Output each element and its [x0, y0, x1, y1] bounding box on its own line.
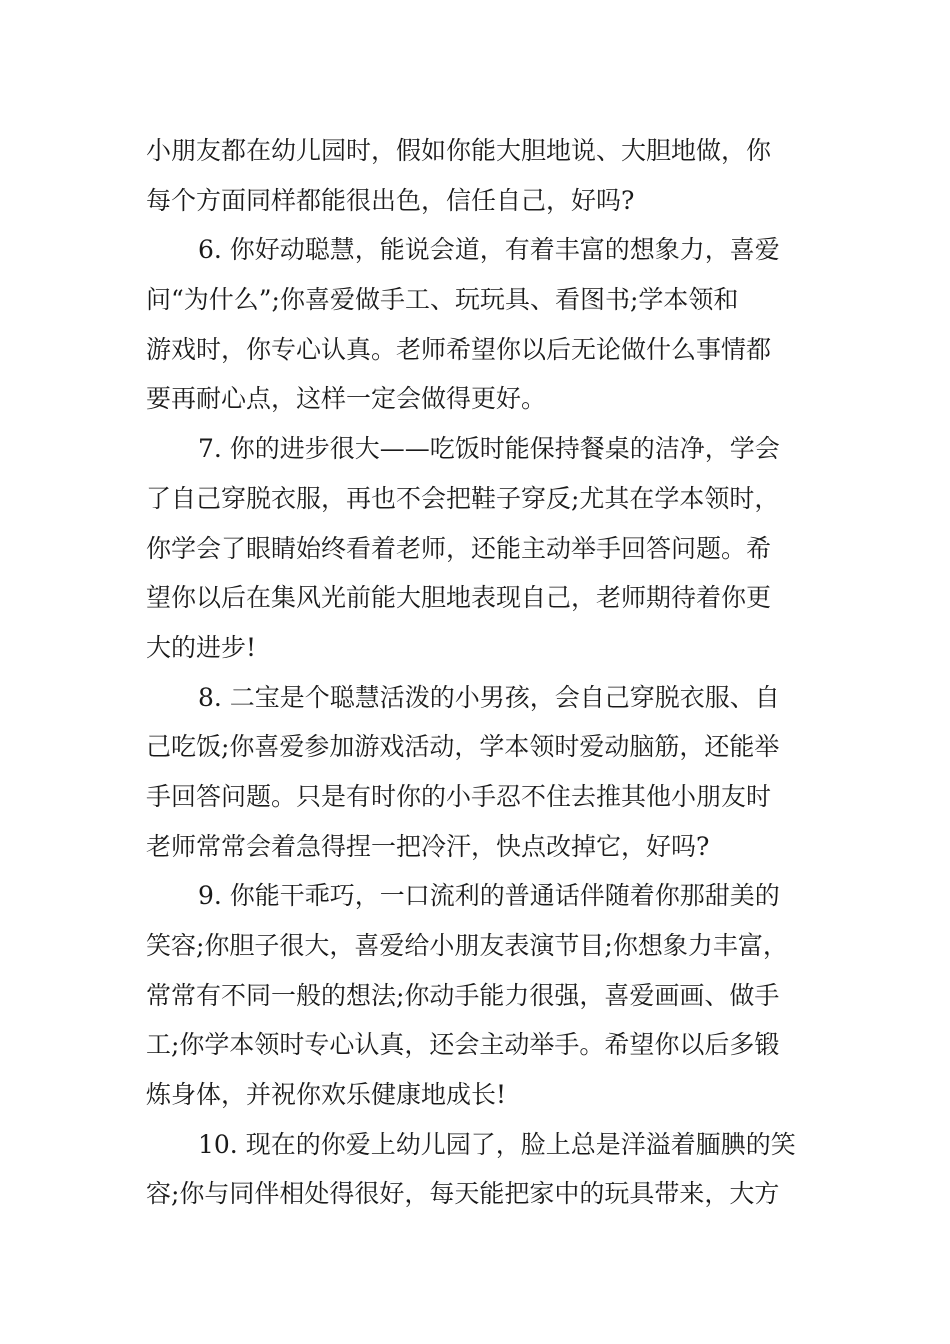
paragraph-6-start: 6. 你好动聪慧，能说会道，有着丰富的想象力，喜爱	[198, 235, 780, 265]
text-line: 工;你学本领时专心认真，还会主动举手。希望你以后多锻	[146, 1030, 780, 1060]
text-line: 每个方面同样都能很出色，信任自己，好吗?	[146, 185, 635, 215]
text-line: 望你以后在集风光前能大胆地表现自己，老师期待着你更	[146, 583, 772, 613]
text-line: 你学会了眼睛始终看着老师，还能主动举手回答问题。希	[146, 533, 772, 563]
text-line: 了自己穿脱衣服，再也不会把鞋子穿反;尤其在学本领时，	[146, 483, 780, 513]
document-body	[146, 126, 826, 1219]
text-line: 己吃饭;你喜爱参加游戏活动，学本领时爱动脑筋，还能举	[146, 732, 780, 762]
text-line: 容;你与同伴相处得很好，每天能把家中的玩具带来，大方	[146, 1179, 780, 1209]
text-line: 老师常常会着急得捏一把冷汗，快点改掉它，好吗?	[146, 831, 710, 861]
text-line: 常常有不同一般的想法;你动手能力很强，喜爱画画、做手	[146, 980, 780, 1010]
text-line: 笑容;你胆子很大，喜爱给小朋友表演节目;你想象力丰富，	[146, 931, 788, 960]
text-line: 要再耐心点，这样一定会做得更好。	[146, 384, 547, 414]
paragraph-8-start: 8. 二宝是个聪慧活泼的小男孩，会自己穿脱衣服、自	[198, 682, 780, 712]
text-line: 问“为什么”;你喜爱做手工、玩玩具、看图书;学本领和	[146, 285, 739, 315]
text-line: 炼身体，并祝你欢乐健康地成长!	[146, 1080, 507, 1110]
text-line: 小朋友都在幼儿园时，假如你能大胆地说、大胆地做，你	[146, 136, 772, 165]
text-line: 游戏时，你专心认真。老师希望你以后无论做什么事情都	[146, 334, 772, 364]
text-line: 手回答问题。只是有时你的小手忍不住去推其他小朋友时	[146, 781, 772, 811]
paragraph-10-start: 10. 现在的你爱上幼儿园了，脸上总是洋溢着腼腆的笑	[198, 1129, 796, 1159]
paragraph-7-start: 7. 你的进步很大——吃饭时能保持餐桌的洁净，学会	[198, 434, 780, 464]
paragraph-9-start: 9. 你能干乖巧，一口流利的普通话伴随着你那甜美的	[198, 881, 780, 911]
text-line: 大的进步!	[146, 632, 257, 662]
